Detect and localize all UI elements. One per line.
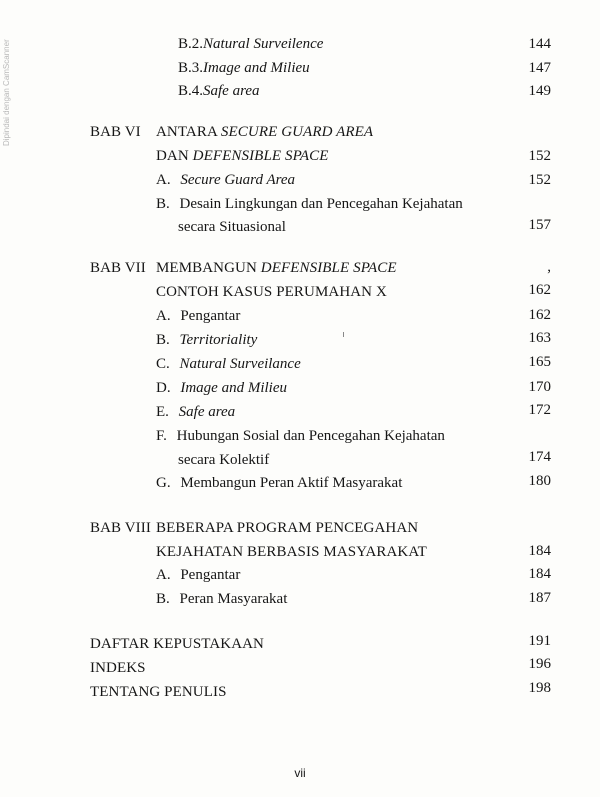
toc-page-bab7-f: 174 (528, 449, 551, 465)
toc-entry-bab7-d: D. Image and Milieu (156, 380, 287, 396)
page-number: vii (294, 766, 306, 780)
chapter-title-bab6-line2: DAN DEFENSIBLE SPACE (156, 148, 329, 164)
toc-entry-b3: B.3.Image and Milieu (178, 60, 310, 76)
chapter-page-bab8: 184 (528, 543, 551, 559)
toc-page-b3: 147 (528, 60, 551, 76)
chapter-mark-bab7: , (547, 259, 551, 275)
chapter-label-bab7: BAB VII (90, 260, 146, 276)
chapter-title-bab8-line1: BEBERAPA PROGRAM PENCEGAHAN (156, 520, 419, 536)
toc-page-daftar-kepustakaan: 191 (528, 633, 551, 649)
toc-entry-bab8-a: A. Pengantar (156, 567, 241, 583)
toc-entry-bab7-b: B. Territoriality (156, 332, 258, 348)
scan-speck (343, 332, 344, 337)
toc-entry-tentang-penulis: TENTANG PENULIS (90, 684, 227, 700)
scanner-watermark: Dipindai dengan CamScanner (2, 39, 11, 146)
toc-entry-bab6-b: B. Desain Lingkungan dan Pencegahan Kejahatan (156, 196, 463, 212)
toc-page-bab8-a: 184 (528, 566, 551, 582)
toc-page-bab7-g: 180 (528, 473, 551, 489)
toc-page-bab6-a: 152 (528, 172, 551, 188)
toc-page-b4: 149 (528, 83, 551, 99)
chapter-page-bab6: 152 (528, 148, 551, 164)
toc-entry-bab7-g: G. Membangun Peran Aktif Masyarakat (156, 475, 403, 491)
chapter-label-bab6: BAB VI (90, 124, 141, 140)
toc-page-bab7-b: 163 (528, 330, 551, 346)
toc-entry-bab7-e: E. Safe area (156, 404, 236, 420)
toc-entry-bab7-f: F. Hubungan Sosial dan Pencegahan Kejahatan (156, 428, 445, 444)
toc-page-tentang-penulis: 198 (528, 680, 551, 696)
toc-page-b2: 144 (528, 36, 551, 52)
toc-page-bab6-b: 157 (528, 217, 551, 233)
toc-entry-bab6-a: A. Secure Guard Area (156, 172, 296, 188)
chapter-title-bab8-line2: KEJAHATAN BERBASIS MASYARAKAT (156, 544, 427, 560)
toc-entry-bab7-a: A. Pengantar (156, 308, 241, 324)
toc-entry-b4: B.4.Safe area (178, 83, 260, 99)
toc-page-bab7-e: 172 (528, 402, 551, 418)
toc-page-bab7-c: 165 (528, 354, 551, 370)
toc-entry-bab8-b: B. Peran Masyarakat (156, 591, 288, 607)
chapter-label-bab8: BAB VIII (90, 520, 151, 536)
toc-page-indeks: 196 (528, 656, 551, 672)
toc-entry-indeks: INDEKS (90, 660, 146, 676)
toc-entry-daftar-kepustakaan: DAFTAR KEPUSTAKAAN (90, 636, 264, 652)
chapter-title-bab6-line1: ANTARA SECURE GUARD AREA (156, 124, 374, 140)
toc-entry-b2: B.2.Natural Surveilence (178, 36, 324, 52)
toc-entry-bab6-b-line2: secara Situasional (178, 219, 286, 235)
chapter-title-bab7-line1: MEMBANGUN DEFENSIBLE SPACE (156, 260, 397, 276)
toc-entry-bab7-c: C. Natural Surveilance (156, 356, 301, 372)
toc-entry-bab7-f-line2: secara Kolektif (178, 452, 270, 468)
chapter-title-bab7-line2: CONTOH KASUS PERUMAHAN X (156, 284, 387, 300)
toc-page-bab7-a: 162 (528, 307, 551, 323)
toc-page-bab8-b: 187 (528, 590, 551, 606)
toc-page-bab7-d: 170 (528, 379, 551, 395)
chapter-page-bab7: 162 (528, 282, 551, 298)
